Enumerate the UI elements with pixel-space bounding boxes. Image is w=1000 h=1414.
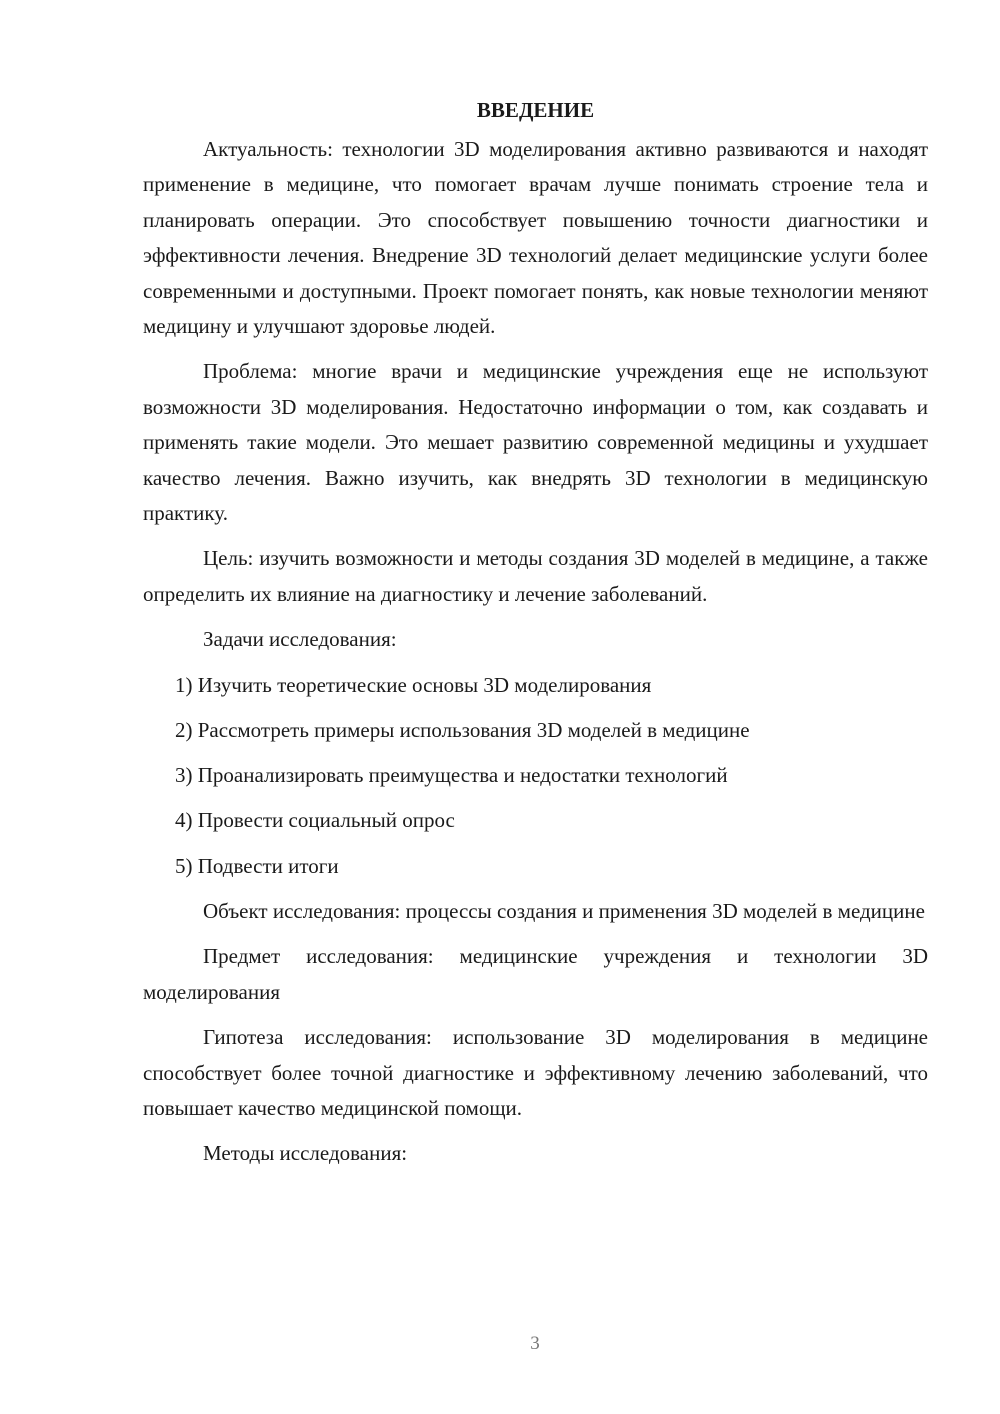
paragraph-object: Объект исследования: процессы создания и применения 3D моделей в медицине bbox=[203, 898, 925, 923]
paragraph-relevance: Актуальность: технологии 3D моделирования активно развиваются и находят применение в медицине, что помогает врачам лучше понимать строение тела и планировать операции. Это способствует повышению точности диагностики и эффективности лечения. Внедрение 3D технологий делает медицинские услуги более современными и доступными. Проект помогает понять, как новые технологии меняют медицину и улучшают здоровье людей. bbox=[143, 137, 928, 339]
paragraph-methods-title: Методы исследования: bbox=[203, 1141, 408, 1166]
list-item: 1) Изучить теоретические основы 3D моделирования bbox=[175, 672, 652, 697]
list-item: 2) Рассмотреть примеры использования 3D моделей в медицине bbox=[175, 717, 750, 742]
list-item: 5) Подвести итоги bbox=[175, 853, 339, 878]
tasks-list bbox=[143, 668, 928, 884]
paragraph-goal: Цель: изучить возможности и методы создания 3D моделей в медицине, а также определить их влияние на диагностику и лечение заболеваний. bbox=[143, 546, 928, 606]
paragraph-hypothesis: Гипотеза исследования: использование 3D моделирования в медицине способствует более точной диагностике и эффективному лечению заболеваний, что повышает качество медицинской помощи. bbox=[143, 1025, 928, 1120]
list-item: 3) Проанализировать преимущества и недостатки технологий bbox=[175, 763, 728, 788]
section-heading: ВВЕДЕНИЕ bbox=[476, 98, 595, 122]
paragraph-tasks-title: Задачи исследования: bbox=[203, 627, 397, 652]
paragraph-subject: Предмет исследования: медицинские учреждения и технологии 3D моделирования bbox=[143, 944, 928, 1004]
document-page bbox=[143, 92, 928, 1182]
paragraph-problem: Проблема: многие врачи и медицинские учреждения еще не используют возможности 3D моделирования. Недостаточно информации о том, как создавать и применять такие модели. Это мешает развитию современной медицины и ухудшает качество лечения. Важно изучить, как внедрять 3D технологии в медицинскую практику. bbox=[143, 359, 928, 526]
page-number: 3 bbox=[530, 1333, 540, 1354]
list-item: 4) Провести социальный опрос bbox=[175, 808, 455, 833]
